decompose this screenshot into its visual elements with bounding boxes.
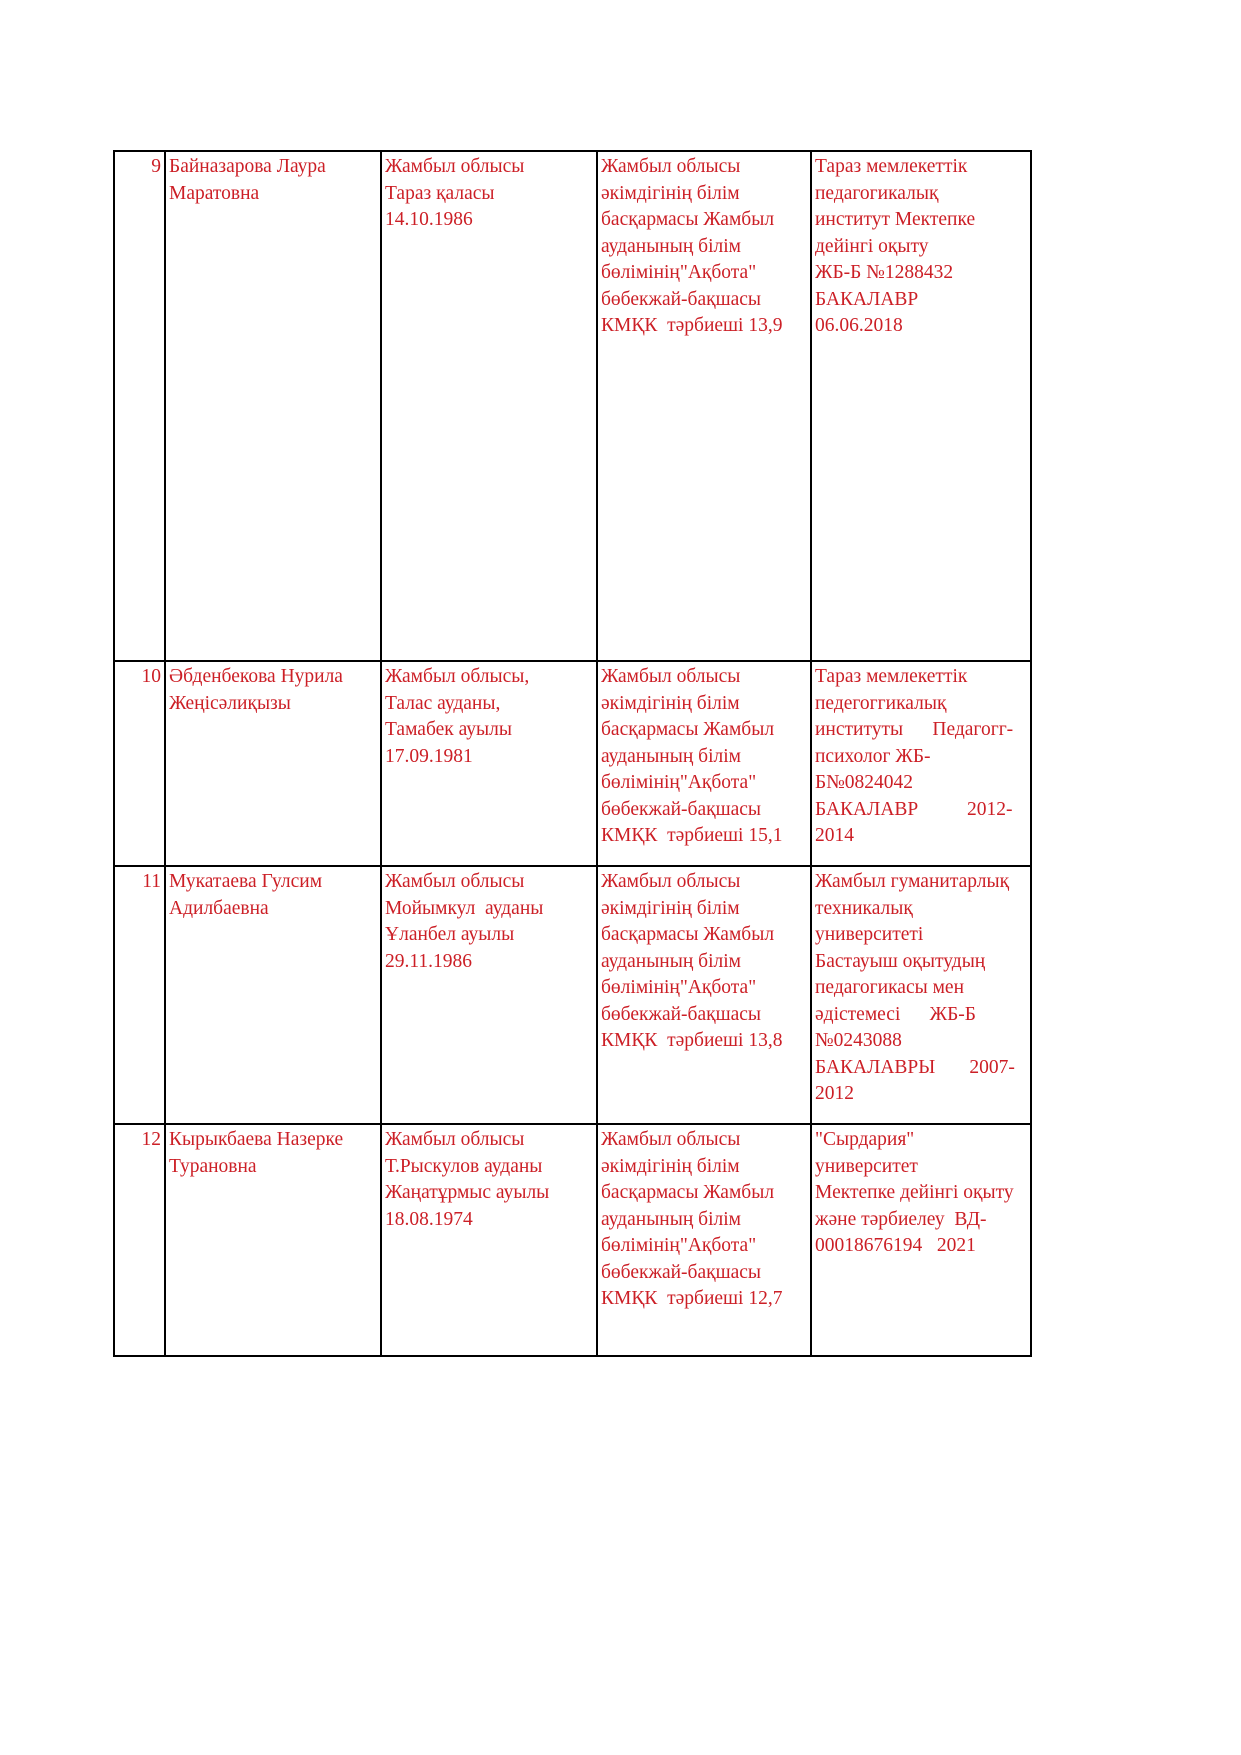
birth-place-date: Жамбыл облысы Тараз қаласы 14.10.1986 [381,151,597,661]
table-row [114,866,1031,1124]
birth-place-date: Жамбыл облысы, Талас ауданы, Тамабек ауылы 17.09.1981 [381,661,597,866]
row-number: 11 [114,866,165,1124]
education: Тараз мемлекеттік педагогикалық институт Мектепке дейінгі оқыту ЖБ-Б №1288432 БАКАЛАВР 06.06.2018 [811,151,1031,661]
full-name: Кырыкбаева Назерке Турановна [165,1124,381,1356]
workplace-position: Жамбыл облысы әкімдігінің білім басқармасы Жамбыл ауданының білім бөлімінің"Ақбота" бөбекжай-бақшасы КМҚК тәрбиеші 13,8 [597,866,811,1124]
row-number: 12 [114,1124,165,1356]
row-number: 9 [114,151,165,661]
workplace-position: Жамбыл облысы әкімдігінің білім басқармасы Жамбыл ауданының білім бөлімінің"Ақбота" бөбекжай-бақшасы КМҚК тәрбиеші 12,7 [597,1124,811,1356]
table-row [114,661,1031,866]
row-number: 10 [114,661,165,866]
education: "Сырдария" университет Мектепке дейінгі оқыту және тәрбиелеу ВД- 00018676194 2021 [811,1124,1031,1356]
full-name: Мукатаева Гулсим Адилбаевна [165,866,381,1124]
full-name: Байназарова Лаура Маратовна [165,151,381,661]
table-row [114,1124,1031,1356]
staff-table [113,150,1032,1357]
birth-place-date: Жамбыл облысы Мойымкул ауданы Ұланбел ауылы 29.11.1986 [381,866,597,1124]
workplace-position: Жамбыл облысы әкімдігінің білім басқармасы Жамбыл ауданының білім бөлімінің"Ақбота" бөбекжай-бақшасы КМҚК тәрбиеші 13,9 [597,151,811,661]
workplace-position: Жамбыл облысы әкімдігінің білім басқармасы Жамбыл ауданының білім бөлімінің"Ақбота" бөбекжай-бақшасы КМҚК тәрбиеші 15,1 [597,661,811,866]
education: Жамбыл гуманитарлық техникалық университеті Бастауыш оқытудың педагогикасы мен әдістемесі ЖБ-Б №0243088 БАКАЛАВРЫ 2007- 2012 [811,866,1031,1124]
table-row [114,151,1031,661]
full-name: Әбденбекова Нурила Жеңісәлиқызы [165,661,381,866]
education: Тараз мемлекеттік педегоггикалық институты Педагогг- психолог ЖБ- Б№0824042 БАКАЛАВР 2012- 2014 [811,661,1031,866]
birth-place-date: Жамбыл облысы Т.Рыскулов ауданы Жаңатұрмыс ауылы 18.08.1974 [381,1124,597,1356]
